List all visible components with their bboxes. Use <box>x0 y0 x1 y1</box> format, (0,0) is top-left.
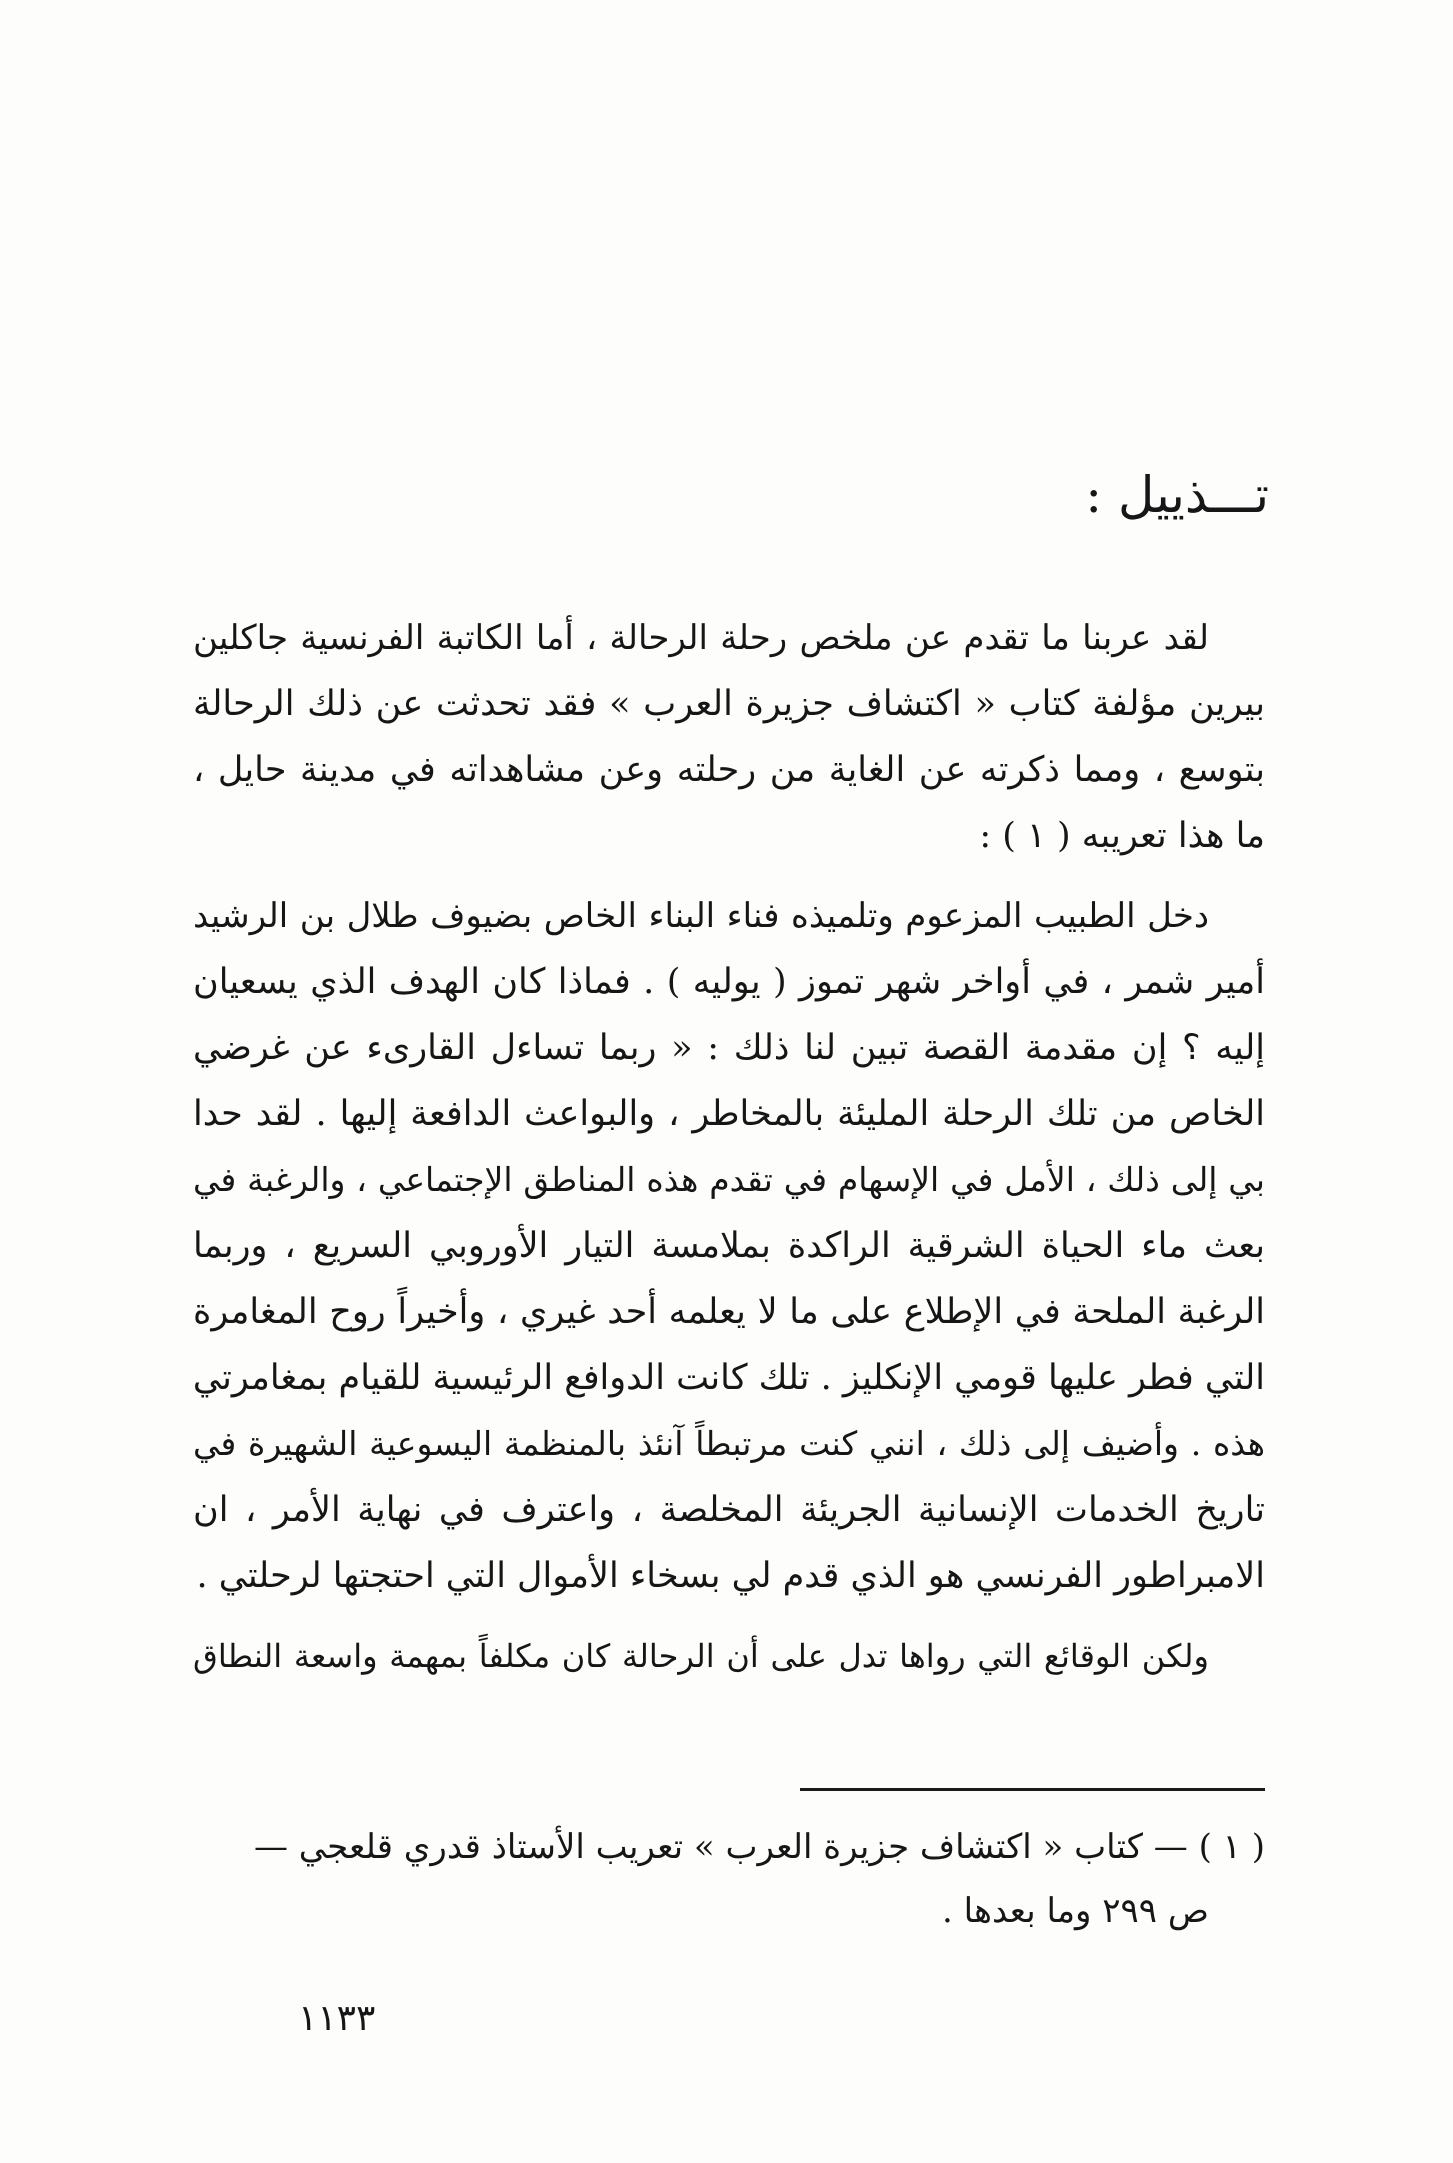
text-line: التي فطر عليها قومي الإنكليز . تلك كانت الدوافع الرئيسية للقيام بمغامرتي <box>192 1358 1265 1398</box>
paragraph-quote <box>193 883 1265 1609</box>
text-line: ما هذا تعريبه ( ١ ) : <box>979 816 1265 856</box>
paragraph-intro <box>193 605 1265 869</box>
footnote-separator <box>800 1788 1265 1791</box>
text-line: بي إلى ذلك ، الأمل في الإسهام في تقدم هذه المناطق الإجتماعي ، والرغبة في <box>193 1160 1265 1199</box>
text-line: ولكن الوقائع التي رواها تدل على أن الرحالة كان مكلفاً بمهمة واسعة النطاق <box>193 1637 1209 1675</box>
text-line: تاريخ الخدمات الإنسانية الجريئة المخلصة ، واعترف في نهاية الأمر ، ان <box>193 1490 1265 1530</box>
section-heading: تـــذييل : <box>1085 466 1269 524</box>
text-line: إليه ؟ إن مقدمة القصة تبين لنا ذلك : « ربما تساءل القارىء عن غرضي <box>193 1028 1265 1068</box>
paragraph-gap <box>193 1609 1265 1623</box>
footnotes <box>193 1815 1265 1943</box>
text-line: بعث ماء الحياة الشرقية الراكدة بملامسة التيار الأوروبي السريع ، وربما <box>193 1226 1265 1266</box>
text-line: بتوسع ، ومما ذكرته عن الغاية من رحلته وعن مشاهداته في مدينة حايل ، <box>193 750 1265 790</box>
paragraph-closing <box>193 1623 1265 1689</box>
text-line: الخاص من تلك الرحلة المليئة بالمخاطر ، والبواعث الدافعة إليها . لقد حدا <box>193 1094 1265 1134</box>
text-line: لقد عربنا ما تقدم عن ملخص رحلة الرحالة ، أما الكاتبة الفرنسية جاكلين <box>193 618 1209 658</box>
text-line: بيرين مؤلفة كتاب « اكتشاف جزيرة العرب » فقد تحدثت عن ذلك الرحالة <box>193 684 1265 724</box>
body-text <box>193 605 1265 1689</box>
footnote-line: ( ١ ) — كتاب « اكتشاف جزيرة العرب » تعريب الأستاذ قدري قلعجي — <box>253 1827 1265 1867</box>
footnote-line: ص ٢٩٩ وما بعدها . <box>942 1891 1209 1931</box>
text-line: هذه . وأضيف إلى ذلك ، انني كنت مرتبطاً آنئذ بالمنظمة اليسوعية الشهيرة في <box>193 1424 1265 1463</box>
text-line: الرغبة الملحة في الإطلاع على ما لا يعلمه أحد غيري ، وأخيراً روح المغامرة <box>193 1292 1265 1332</box>
text-line: دخل الطبيب المزعوم وتلميذه فناء البناء الخاص بضيوف طلال بن الرشيد <box>193 896 1209 936</box>
paragraph-gap <box>193 869 1265 883</box>
page-number: ١١٣٣ <box>298 1998 376 2039</box>
text-line: أمير شمر ، في أواخر شهر تموز ( يوليه ) . فماذا كان الهدف الذي يسعيان <box>193 962 1265 1002</box>
text-line: الامبراطور الفرنسي هو الذي قدم لي بسخاء الأموال التي احتجتها لرحلتي . <box>196 1556 1265 1596</box>
